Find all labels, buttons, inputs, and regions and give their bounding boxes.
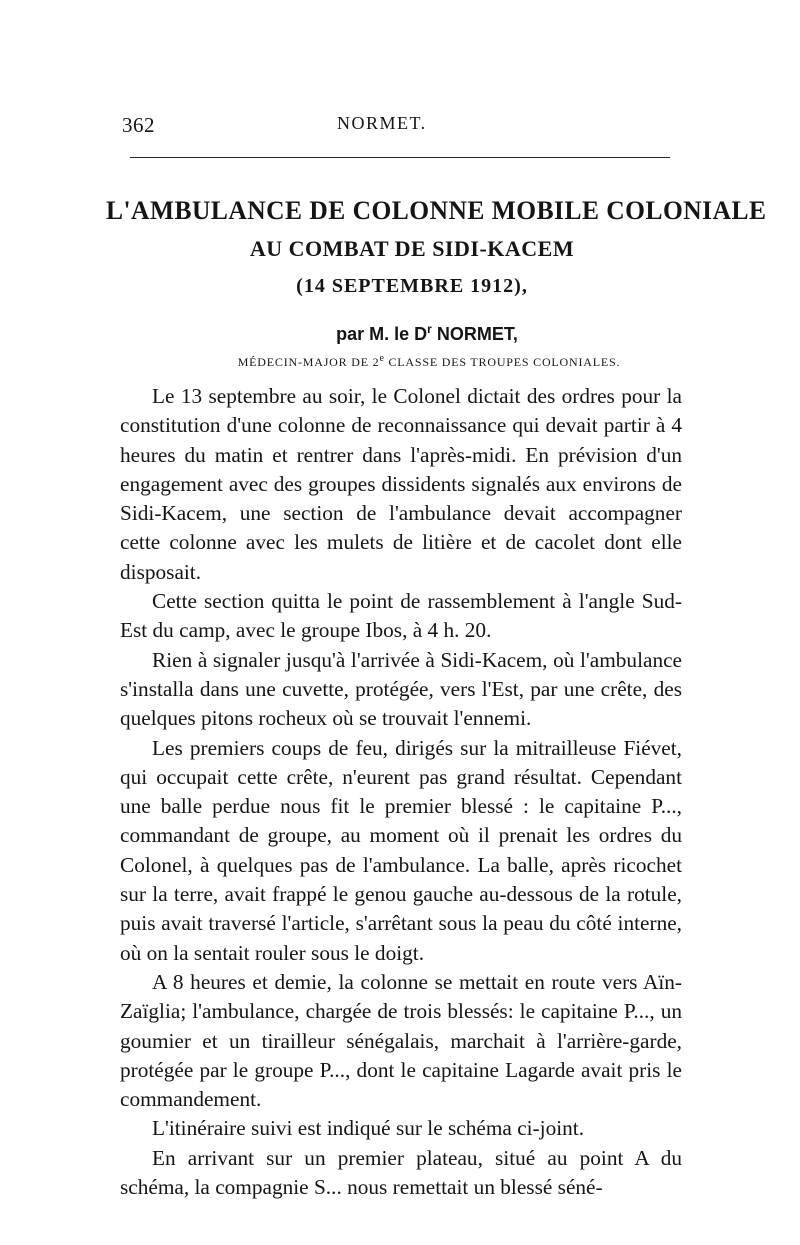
paragraph: Cette section quitta le point de rassemblement à l'angle Sud-Est du camp, avec le groupe Ibos, à 4 h. 20. [120,589,682,643]
author-name: NORMET, [431,324,518,344]
author-prefix-sup: r [427,322,432,336]
affiliation-post: CLASSE DES TROUPES COLONIALES. [384,355,621,369]
paragraph: En arrivant sur un premier plateau, situé au point A du schéma, la compagnie S... nous remettait un blessé séné- [120,1145,682,1200]
header-rule [130,157,670,158]
affiliation-pre: MÉDECIN-MAJOR DE 2 [237,355,380,369]
article-title: L'AMBULANCE DE COLONNE MOBILE COLONIALE [106,196,767,225]
affiliation-sup: e [379,353,385,364]
article-date: (14 SEPTEMBRE 1912), [296,275,528,297]
author-byline [100,318,700,345]
article-body [120,382,682,1202]
paragraph: Les premiers coups de feu, dirigés sur la mitrailleuse Fiévet, qui occupait cette crête, n'eurent pas grand résultat. Cependant une balle perdue nous fit le premier blessé : le capitaine P..., commandant de groupe, au moment où il prenait les ordres du Colonel, à quelques pas de l'ambulance. La balle, après ricochet sur la terre, avait frappé le genou gauche au-dessous de la rotule, puis avait traversé l'article, s'arrêtant sous la peau du côté interne, où on la sentait rouler sous le doigt. [120,735,682,965]
running-title: NORMET. [337,113,427,133]
author-prefix: par M. le D [336,324,428,344]
author-affiliation [100,351,700,370]
article-subtitle: AU COMBAT DE SIDI-KACEM [249,236,575,261]
paragraph: L'itinéraire suivi est indiqué sur le schéma ci-joint. [152,1116,585,1141]
page-number: 362 [122,113,155,137]
paragraph: Le 13 septembre au soir, le Colonel dictait des ordres pour la constitution d'une colonne de reconnaissance qui devait partir à 4 heures du matin et rentrer dans l'après-midi. En prévision d'un engagement avec des groupes dissidents signalés aux environs de Sidi-Kacem, une section de l'ambulance devait accompagner cette colonne avec les mulets de litière et de cacolet dont elle disposait. [120,384,682,584]
paragraph: A 8 heures et demie, la colonne se mettait en route vers Aïn-Zaïglia; l'ambulance, chargée de trois blessés: le capitaine P..., un goumier et un tirailleur sénégalais, marchait à l'arrière-garde, protégée par le groupe P..., dont le capitaine Lagarde avait pris le commandement. [120,969,682,1112]
running-head [122,113,682,137]
paragraph: Rien à signaler jusqu'à l'arrivée à Sidi-Kacem, où l'ambulance s'installa dans une cuvette, protégée, vers l'Est, par une crête, des quelques pitons rocheux où se trouvait l'ennemi. [120,647,682,731]
article-title-block [100,196,767,370]
